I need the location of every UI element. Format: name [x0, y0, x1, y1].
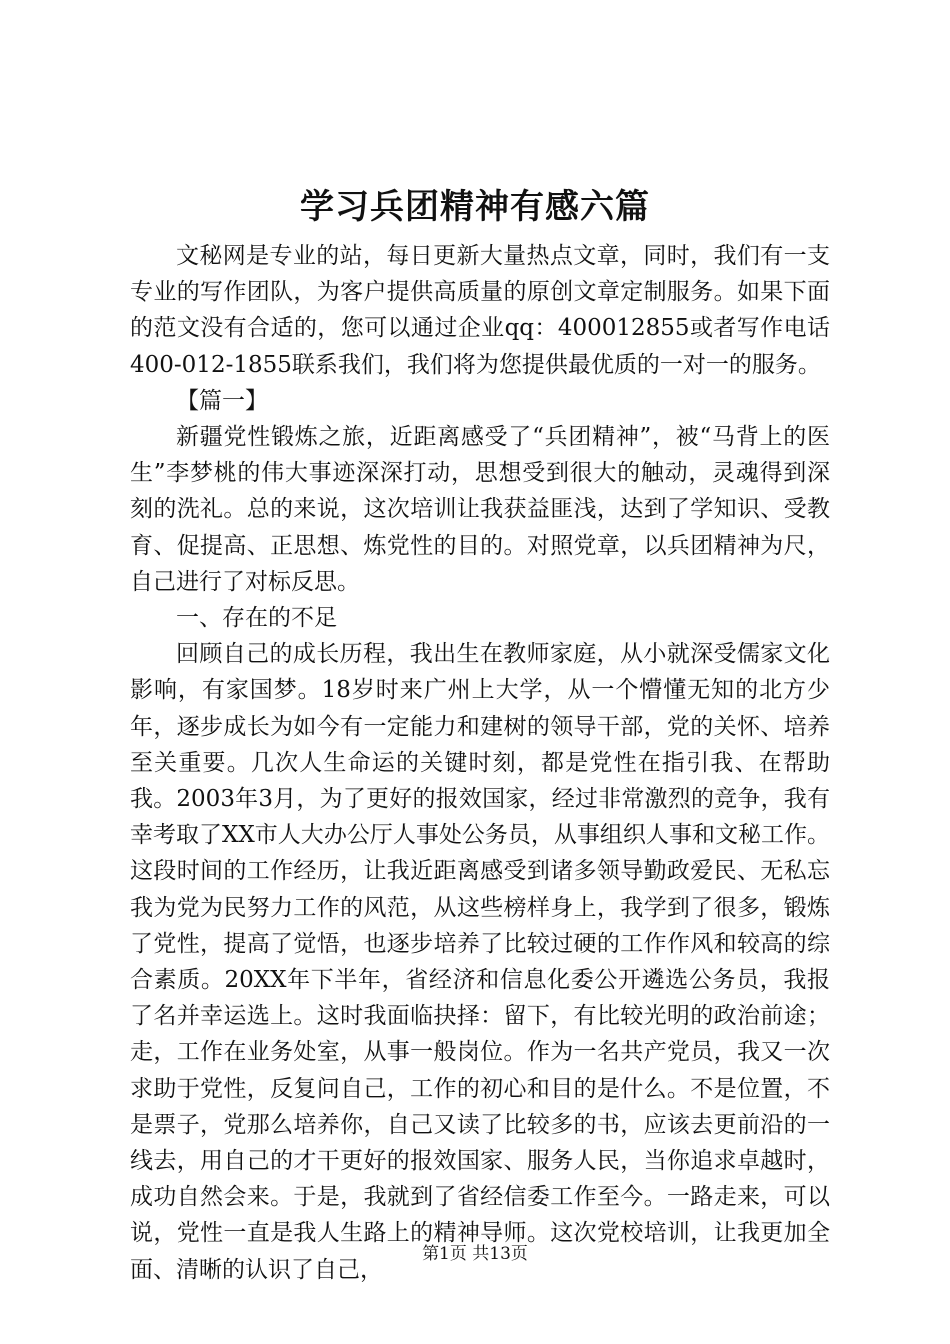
intro-paragraph: 文秘网是专业的站，每日更新大量热点文章，同时，我们有一支专业的写作团队，为客户提供高质量的原创文章定制服务。如果下面的范文没有合适的，您可以通过企业qq：400012855或者写作电话400-012-1855联系我们，我们将为您提供最优质的一对一的服务。: [130, 243, 830, 378]
subsection-heading: 一、存在的不足: [176, 605, 337, 632]
document-title: 学习兵团精神有感六篇: [300, 187, 650, 227]
section-heading-part-one: 【篇一】: [176, 387, 268, 414]
page-number-footer: 第1页 共13页: [422, 1244, 528, 1264]
body-paragraph: 新疆党性锻炼之旅，近距离感受了“兵团精神”，被“马背上的医生”李梦桃的伟大事迹深深打动，思想受到很大的触动，灵魂得到深刻的洗礼。总的来说，这次培训让我获益匪浅，达到了学知识、受教育、促提高、正思想、炼党性的目的。对照党章，以兵团精神为尺，自己进行了对标反思。: [130, 424, 830, 595]
body-paragraph: 回顾自己的成长历程，我出生在教师家庭，从小就深受儒家文化影响，有家国梦。18岁时来广州上大学，从一个懵懂无知的北方少年，逐步成长为如今有一定能力和建树的领导干部，党的关怀、培养至关重要。几次人生命运的关键时刻，都是党性在指引我、在帮助我。2003年3月，为了更好的报效国家，经过非常激烈的竞争，我有幸考取了XX市人大办公厅人事处公务员，从事组织人事和文秘工作。这段时间的工作经历，让我近距离感受到诸多领导勤政爱民、无私忘我为党为民努力工作的风范，从这些榜样身上，我学到了很多，锻炼了党性，提高了觉悟，也逐步培养了比较过硬的工作作风和较高的综合素质。20XX年下半年，省经济和信息化委公开遴选公务员，我报了名并幸运选上。这时我面临抉择：留下，有比较光明的政治前途；走，工作在业务处室，从事一般岗位。作为一名共产党员，我又一次求助于党性，反复问自己，工作的初心和目的是什么。不是位置，不是票子，党那么培养你，自己又读了比较多的书，应该去更前沿的一线去，用自己的才干更好的报效国家、服务人民，当你追求卓越时，成功自然会来。于是，我就到了省经信委工作至今。一路走来，可以说，党性一直是我人生路上的精神导师。这次党校培训，让我更加全面、清晰的认识了自己，: [130, 641, 830, 1283]
document-body: [130, 238, 830, 1288]
